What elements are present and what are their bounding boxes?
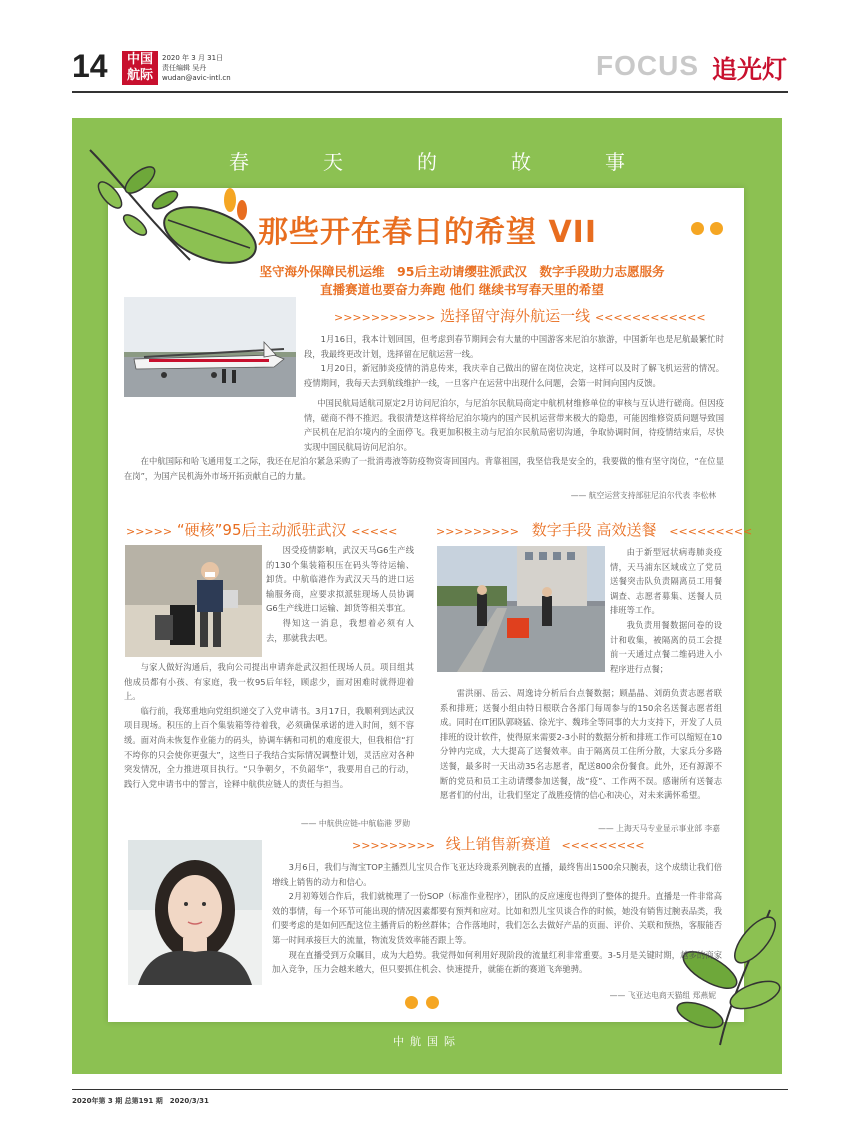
editor-email: wudan@avic-intl.cn bbox=[162, 74, 231, 82]
section3-signature: —— 上海天马专业显示事业部 李嘉 bbox=[598, 824, 720, 833]
subtitle-line-1: 坚守海外保障民机运维 95后主动请缨驻派武汉 数字手段助力志愿服务 bbox=[259, 264, 665, 279]
arrows-right: <<<<<<<<< bbox=[561, 839, 645, 852]
issue-info: 2020年第 3 期 总第191 期 2020/3/31 bbox=[72, 1097, 209, 1105]
header-meta bbox=[162, 53, 231, 83]
paragraph: 3月6日，我们与淘宝TOP主播烈儿宝贝合作飞亚达玲珑系列腕表的直播，最终售出1500余只腕表，这个成绩让我们倍增线上销售的动力和信心。 bbox=[272, 862, 722, 887]
section2-heading bbox=[126, 519, 397, 540]
paragraph: 我负责用餐数据问卷的设计和收集，被隔离的员工会提前一天通过点餐二维码进入小程序进行点餐； bbox=[610, 619, 722, 674]
paragraph: 雷洪丽、岳云、周逸诗分析后台点餐数据；顾晶晶、刘荫负责志愿者联系和排班；送餐小组由特日根联合各部门每周参与的150余名送餐志愿者组成。同时在IT团队郭晓猛、徐光宇、魏玮全等同事的大力支持下，开发了人员排班的设计软件，使得原来需要2-3小时的数据分析和排班工作可以缩短在10分钟内完成，大大提高了送餐效率。由于隔离员工住所分散，大家兵分多路送餐，最多时一天出动35名志愿者，配送800余份餐食。此外，还有源源不断的党员和员工主动请缨参加送餐，战“疫”、工作两不误。感谢所有送餐志愿者们的付出，让我们坚定了战胜疫情的信心和决心，对未来满怀希望。 bbox=[440, 688, 722, 801]
paragraph: 中国民航局适航司原定2月访问尼泊尔，与尼泊尔民航局商定中航机材维修单位的审核与互认进行磋商。但因疫情，磋商不得不推迟。我很清楚这样将给尼泊尔境内的国产民机运营带来极大的隐患，可能因维修资质问题导致国产民机在尼泊尔境内的全面停飞。我更加积极主动与尼泊尔民航局密切沟通，争取协调时间，待疫情结束后，尽快实现中国民航局访问尼泊尔。 bbox=[304, 398, 724, 452]
page-number: 14 bbox=[72, 48, 108, 84]
series-char: 天 bbox=[323, 150, 343, 174]
section3-body-right bbox=[610, 545, 722, 676]
section2-heading-text: “硬核”95后主动派驻武汉 bbox=[176, 521, 347, 539]
paragraph: 与家人做好沟通后，我向公司提出申请奔赴武汉担任现场人员。项目组其他成员都有小孩、有家庭，我一枚95后年轻，顾虑少，面对困难时就得迎着上。 bbox=[124, 662, 414, 702]
paragraph: 1月16日，我本计划回国，但考虑到春节期间会有大量的中国游客来尼泊尔旅游，中国新年也是尼航最繁忙时段，我最终更改计划，选择留在尼航运营一线。 bbox=[304, 334, 724, 359]
section2-body-right bbox=[266, 543, 414, 645]
series-char: 事 bbox=[605, 150, 625, 174]
arrows-left: >>>>>>>>>>> bbox=[334, 311, 436, 324]
section1-body-top bbox=[304, 332, 724, 390]
section1-heading bbox=[334, 305, 706, 326]
section4-heading bbox=[352, 833, 644, 854]
delivery-photo bbox=[437, 546, 605, 672]
paragraph: 在中航国际和哈飞通用复工之际，我还在尼泊尔紧急采购了一批消毒液等防疫物资寄回国内。背靠祖国，我坚信我是安全的，我要做的惟有坚守岗位，“在位显在岗”，为国产民机海外市场开拓贡献自己的力量。 bbox=[124, 456, 724, 481]
paragraph: 得知这一消息，我想着必须有人去，那就我去吧。 bbox=[266, 617, 414, 643]
decor-dot bbox=[691, 222, 704, 235]
arrows-left: >>>>> bbox=[126, 525, 173, 538]
paragraph: 由于新型冠状病毒肺炎疫情，天马浦东区域成立了党员送餐突击队负责隔离员工用餐调查、志愿者募集、送餐人员排班等工作。 bbox=[610, 547, 722, 616]
section1-signature: —— 航空运营支持部驻尼泊尔代表 李松林 bbox=[570, 491, 716, 500]
section2-body-bottom bbox=[124, 660, 414, 791]
worker-photo bbox=[125, 545, 262, 657]
editor-name: 责任编辑 吴丹 bbox=[162, 64, 207, 72]
logo-line-1: 中国 bbox=[126, 52, 153, 67]
issue-date: 2020 年 3 月 31日 bbox=[162, 54, 224, 62]
section4-body-top bbox=[272, 860, 722, 977]
arrows-right: <<<<<<<<<<<< bbox=[594, 311, 706, 324]
header-divider bbox=[72, 91, 788, 93]
portrait-photo bbox=[128, 840, 262, 985]
logo-line-2: 航际 bbox=[126, 68, 153, 83]
decor-dot bbox=[405, 996, 418, 1009]
paragraph: 2月初筹划合作后，我们就梳理了一份SOP（标准作业程序），团队的反应速度也得到了整体的提升。直播是一件非常高效的事情，每一个环节可能出现的情况因素都要有预判和应对。比如和烈儿宝贝谈合作的时候，她没有销售过腕表品类，我们要考虑的是如何匹配这位主播背后的粉丝群体；合作落地时，我们怎么去做好产品的页面、评价、关联和预热，客服能否第一时间承接巨大的流量，物流发货效率能否跟上等。 bbox=[272, 891, 722, 945]
subtitle-line-2: 直播赛道也要奋力奔跑 他们 继续书写春天里的希望 bbox=[320, 282, 604, 297]
section1-heading-text: 选择留守海外航运一线 bbox=[440, 307, 591, 325]
series-char: 春 bbox=[229, 150, 249, 174]
section3-heading bbox=[436, 519, 752, 540]
section-label: 追光灯 bbox=[712, 55, 788, 84]
paragraph: 1月20日，新冠肺炎疫情的消息传来，我庆幸自己做出的留在岗位决定，这样可以及时了解飞机运营的情况。疫情期间，我每天去到航线维护一线，一旦客户在运营中出现什么问题，会第一时间向国内反馈。 bbox=[304, 363, 724, 388]
arrows-left: >>>>>>>>> bbox=[436, 525, 519, 538]
section1-body-bottom bbox=[124, 396, 724, 484]
arrows-left: >>>>>>>>> bbox=[352, 839, 435, 852]
section3-body-bottom bbox=[440, 686, 722, 803]
series-char: 故 bbox=[511, 150, 531, 174]
paragraph: 因受疫情影响，武汉天马G6生产线的130个集装箱积压在码头等待运输、卸货。中航临港作为武汉天马的进口运输服务商，应要求拟派驻现场人员协调G6生产线进口运输、卸货等相关事宜。 bbox=[266, 545, 414, 614]
section4-signature: —— 飞亚达电商天猫组 郑燕妮 bbox=[609, 991, 716, 1000]
focus-label: FOCUS bbox=[596, 50, 699, 81]
series-char: 的 bbox=[417, 150, 437, 174]
publication-logo bbox=[122, 51, 158, 85]
section2-signature: —— 中航供应链-中航临港 罗勋 bbox=[300, 819, 410, 828]
paragraph: 现在直播受到万众瞩目，成为大趋势。我觉得如何利用好现阶段的流量红利非常重要。3-5月是关键时期，越多的商家加入竞争，压力会越来越大，但只要抓住机会、快速提升，就能在新的赛道飞奔驰骋。 bbox=[272, 949, 722, 975]
airplane-photo bbox=[124, 297, 296, 397]
section3-heading-text: 数字手段 高效送餐 bbox=[531, 521, 657, 539]
arrows-right: <<<<<<<<< bbox=[669, 525, 753, 538]
decor-dot bbox=[710, 222, 723, 235]
arrows-right: <<<<< bbox=[351, 525, 398, 538]
footer-divider bbox=[72, 1089, 788, 1090]
article-title: 那些开在春日的希望 VII bbox=[258, 215, 597, 250]
paragraph: 临行前，我郑重地向党组织递交了入党申请书。3月17日，我顺利到达武汉项目现场。积压的上百个集装箱等待着我，必须确保承诺的进入时间，刻不容缓。面对尚未恢复作业能力的码头，协调车辆和司机的难度很大，但我相信“打不垮你的只会使你更强大”，这些日子我结合实际情况调整计划，灵活应对各种突发情况，全力推进项目执行。“只争朝夕，不负韶华”，我要用自己的行动，践行入党申请书中的誓言，诠释中航供应链人的责任与担当。 bbox=[124, 705, 414, 789]
decor-dot bbox=[426, 996, 439, 1009]
section4-heading-text: 线上销售新赛道 bbox=[445, 835, 551, 853]
footer-brand: 中航国际 bbox=[393, 1035, 461, 1048]
